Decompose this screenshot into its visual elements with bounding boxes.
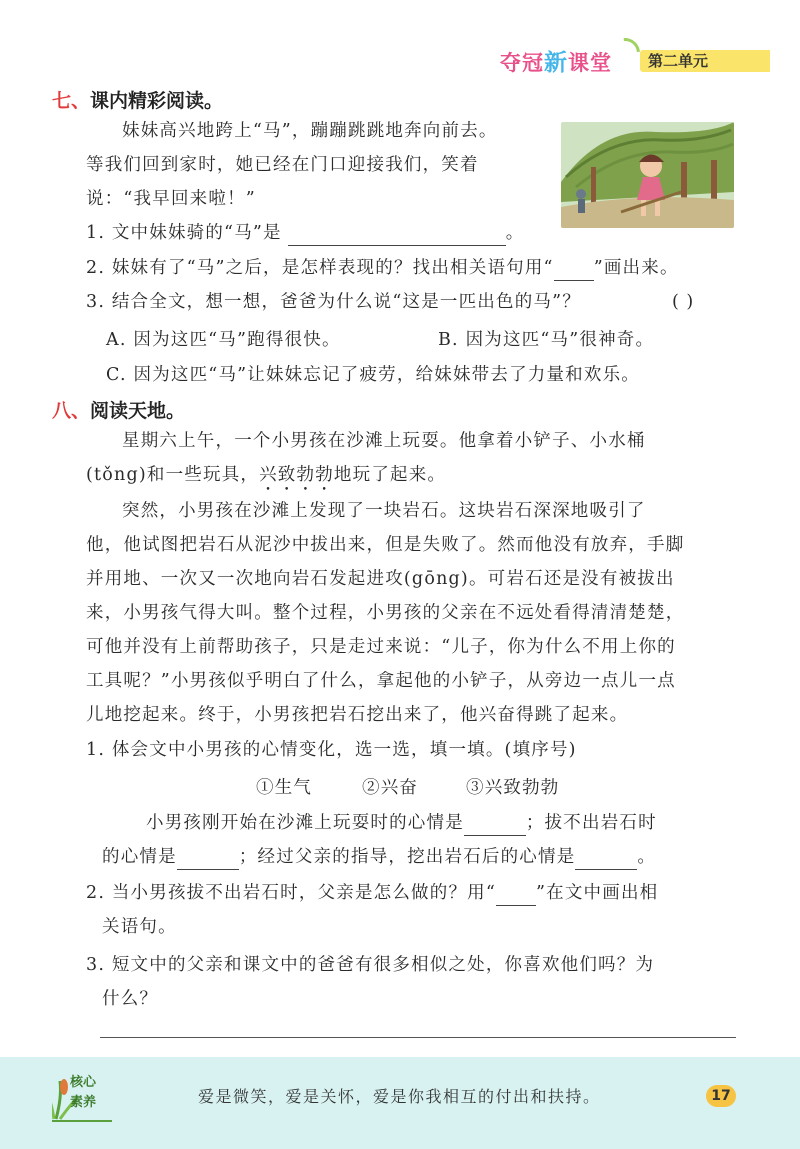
s7-option-b[interactable]: B. 因为这匹“马”很神奇。 xyxy=(438,330,655,350)
s8-q2-underline-sample xyxy=(496,886,536,906)
s8-p2-line-4: 来，小男孩气得大叫。整个过程，小男孩的父亲在不远处看得清清楚楚， xyxy=(86,603,685,623)
s7-question-2 xyxy=(86,255,679,281)
s8-q3-answer-line[interactable] xyxy=(100,1037,736,1038)
s8-question-3: 3. 短文中的父亲和课文中的爸爸有很多相似之处，你喜欢他们吗？为 xyxy=(86,955,655,975)
section-8-title xyxy=(52,396,185,423)
page-footer xyxy=(0,1057,800,1149)
s8-p2-line-2: 他，他试图把岩石从泥沙中拔出来，但是失败了。然而他没有放弃，手脚 xyxy=(86,535,685,555)
s8-p2-line-1: 突然，小男孩在沙滩上发现了一块岩石。这块岩石深深地吸引了 xyxy=(122,501,646,521)
unit-tag: 第二单元 xyxy=(640,50,770,72)
s8-q2-text-b: ”在文中画出相 xyxy=(536,883,659,903)
s8-p1-text-a: (tǒng)和一些玩具， xyxy=(86,465,260,485)
badge-label-line-2: 素养 xyxy=(70,1095,97,1110)
section-8-number: 八、 xyxy=(52,400,91,422)
s8-fill-text-e: 。 xyxy=(637,847,657,867)
s8-p2-line-5: 可他并没有上前帮助孩子，只是走过来说：“儿子，你为什么不用上你的 xyxy=(86,637,676,657)
s7-para-line-1: 妹妹高兴地跨上“马”，蹦蹦跳跳地奔向前去。 xyxy=(122,121,498,141)
section-7-heading: 课内精彩阅读。 xyxy=(90,90,224,112)
brand-text-c: 课堂 xyxy=(568,51,612,75)
page-number: 17 xyxy=(706,1085,736,1107)
s7-q2-underline-sample xyxy=(554,261,594,281)
s8-fill-blank-2[interactable] xyxy=(177,850,239,870)
s8-fill-blank-1[interactable] xyxy=(464,816,526,836)
s8-fill-text-a: 小男孩刚开始在沙滩上玩耍时的心情是 xyxy=(146,813,464,833)
brand-text-a: 夺冠 xyxy=(500,51,544,75)
s8-p1-emphasis: 兴致勃勃 xyxy=(259,465,334,485)
brand-text-b: 新 xyxy=(544,50,568,76)
s7-option-c[interactable]: C. 因为这匹“马”让妹妹忘记了疲劳，给妹妹带去了力量和欢乐。 xyxy=(106,365,640,385)
s8-opt-2: ②兴奋 xyxy=(362,778,419,798)
page-header xyxy=(470,44,800,76)
s8-fill-text-c: 的心情是 xyxy=(102,847,177,867)
footer-motto: 爱是微笑，爱是关怀，爱是你我相互的付出和扶持。 xyxy=(198,1087,601,1106)
s8-fill-blank-3[interactable] xyxy=(575,850,637,870)
s8-q2-text-a: 2. 当小男孩拔不出岩石时，父亲是怎么做的？用“ xyxy=(86,883,497,903)
section-7-number: 七、 xyxy=(52,90,91,112)
badge-label xyxy=(70,1073,96,1113)
s7-q1-end: 。 xyxy=(505,223,525,243)
s7-option-a[interactable]: A. 因为这匹“马”跑得很快。 xyxy=(106,330,341,350)
s8-p1-text-b: 地玩了起来。 xyxy=(333,465,447,485)
s8-p2-line-6: 工具呢？”小男孩似乎明白了什么，拿起他的小铲子，从旁边一点儿一点 xyxy=(86,671,676,691)
s8-q2-line-2: 关语句。 xyxy=(102,917,177,937)
s8-fill-line-2 xyxy=(102,844,656,870)
s7-para-line-2: 等我们回到家时，她已经在门口迎接我们，笑着 xyxy=(86,155,479,175)
illustration-svg xyxy=(561,122,734,228)
s7-q1-blank[interactable] xyxy=(288,226,506,246)
s8-fill-text-b: ；拔不出岩石时 xyxy=(525,813,657,833)
brand-logo xyxy=(500,44,612,77)
s8-question-2 xyxy=(86,880,658,906)
s7-question-1 xyxy=(86,220,524,246)
section-8-heading: 阅读天地。 xyxy=(90,400,186,422)
s8-opt-3: ③兴致勃勃 xyxy=(466,778,560,798)
core-literacy-badge xyxy=(52,1067,122,1127)
s8-p2-line-3: 并用地、一次又一次地向岩石发起进攻(gōng)。可岩石还是没有被拔出 xyxy=(86,569,675,589)
s8-opt-1: ①生气 xyxy=(256,778,313,798)
section-7-title xyxy=(52,86,223,113)
illustration-girl-running xyxy=(561,122,734,228)
s8-p1-line-2 xyxy=(86,462,446,495)
s8-question-1: 1. 体会文中小男孩的心情变化，选一选，填一填。(填序号) xyxy=(86,740,577,760)
s7-q2-text-a: 2. 妹妹有了“马”之后，是怎样表现的？找出相关语句用“ xyxy=(86,258,554,278)
s8-fill-text-d: ；经过父亲的指导，挖出岩石后的心情是 xyxy=(238,847,576,867)
s8-p2-line-7: 儿地挖起来。终于，小男孩把岩石挖出来了，他兴奋得跳了起来。 xyxy=(86,705,629,725)
s7-question-3: 3. 结合全文，想一想，爸爸为什么说“这是一匹出色的马”？ xyxy=(86,292,581,312)
s7-q3-answer-paren[interactable]: ( ) xyxy=(672,292,695,312)
s7-para-line-3: 说：“我早回来啦！” xyxy=(86,189,256,209)
s8-p1-line-1: 星期六上午，一个小男孩在沙滩上玩耍。他拿着小铲子、小水桶 xyxy=(122,431,646,451)
s7-q2-text-b: ”画出来。 xyxy=(593,258,679,278)
s8-q3-line-2: 什么？ xyxy=(102,989,159,1009)
badge-label-line-1: 核心 xyxy=(70,1075,97,1090)
s8-fill-line-1 xyxy=(146,810,657,836)
s7-q1-text: 1. 文中妹妹骑的“马”是 xyxy=(86,223,282,243)
